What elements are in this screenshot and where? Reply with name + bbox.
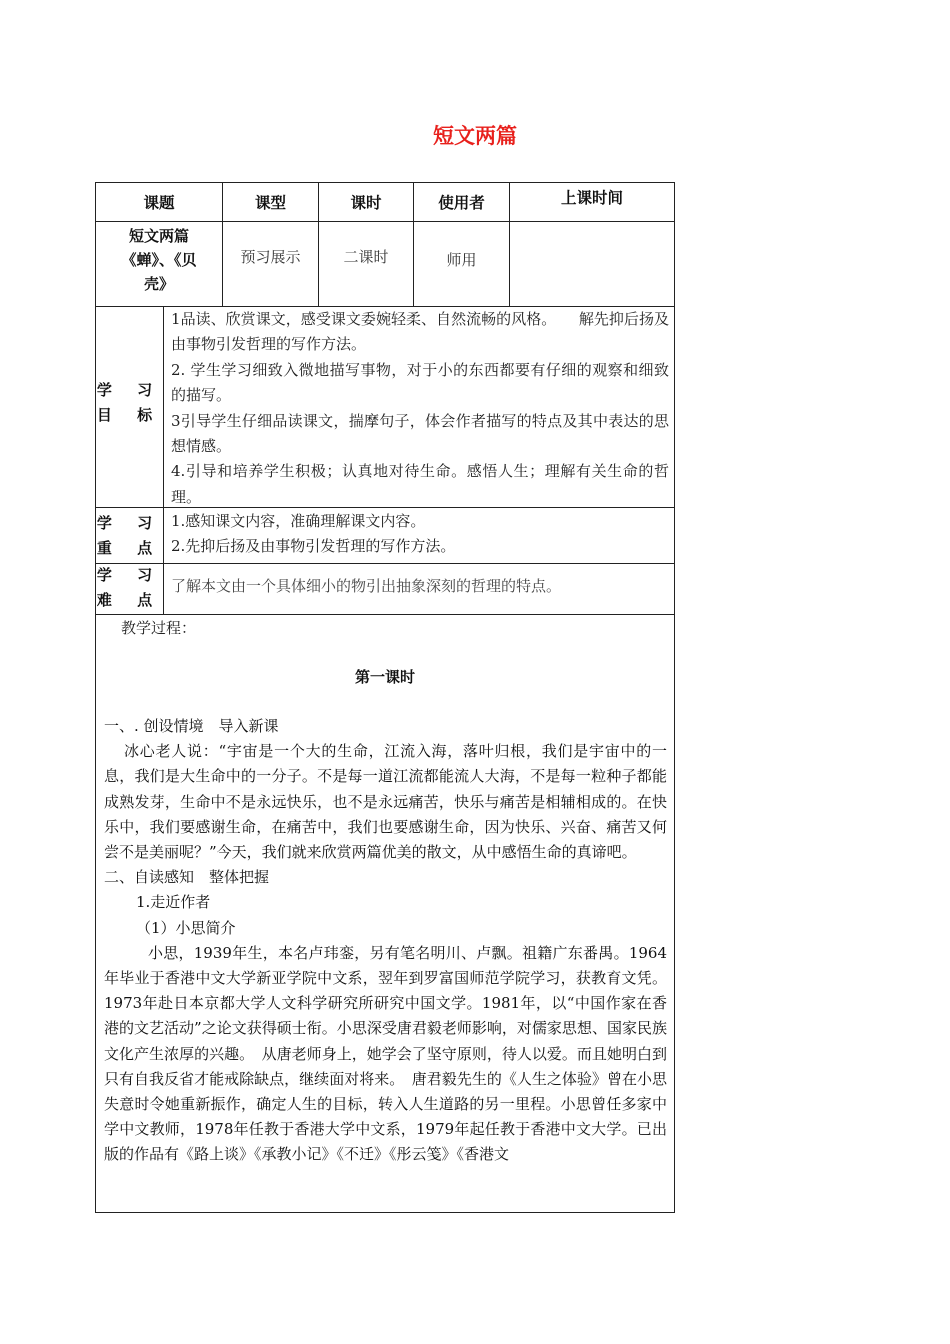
row-divider bbox=[95, 563, 675, 564]
focus-item: 1.感知课文内容，准确理解课文内容。 bbox=[171, 512, 426, 530]
goal-item: 4.引导和培养学生积极；认真地对待生命。感悟人生；理解有关生命的哲理。 bbox=[171, 462, 669, 506]
lesson-title: 第一课时 bbox=[354, 668, 415, 686]
goal-item: 1品读、欣赏课文，感受课文委婉轻柔、自然流畅的风格。 解先抑后扬及由事物引发哲理的写作方法。 bbox=[171, 310, 669, 354]
section1-text: 冰心老人说：“宇宙是一个大的生命，江流入海，落叶归根，我们是宇宙中的一息，我们是大生命中的一分子。不是每一道江流都能流人大海，不是每一粒种子都能成熟发芽，生命中不是永远快乐，也不是永远痛苦，快乐与痛苦是相辅相成的。在快乐中，我们要感谢生命，在痛苦中，我们也要感谢生命，因为快乐、兴奋、痛苦又何尝不是美丽呢？”今天，我们就来欣赏两篇优美的散文，从中感悟生命的真谛吧。 bbox=[104, 742, 667, 862]
difficulty-text: 了解本文由一个具体细小的物引出抽象深刻的哲理的特点。 bbox=[171, 577, 562, 595]
subheading: 1.走近作者 bbox=[136, 893, 211, 912]
focus-label-line: 学 习 bbox=[96, 513, 163, 532]
goals-label-line: 学 习 bbox=[96, 381, 163, 399]
goal-item: 2. 学生学习细致入微地描写事物，对于小的东西都要有仔细的观察和细致的描写。 bbox=[171, 360, 669, 405]
document-title: 短文两篇 bbox=[433, 124, 517, 148]
goal-item: 3引导学生仔细品读课文，揣摩句子，体会作者描写的特点及其中表达的思想情感。 bbox=[171, 411, 669, 456]
subheading: （1）小思简介 bbox=[136, 918, 236, 937]
difficulty-label bbox=[96, 561, 163, 614]
focus-label-line: 重 点 bbox=[96, 538, 163, 557]
topic-cell bbox=[96, 219, 222, 301]
user-value: 师用 bbox=[446, 250, 477, 269]
focus-item: 2.先抑后扬及由事物引发哲理的写作方法。 bbox=[171, 537, 456, 555]
author-bio: 小思，1939年生，本名卢玮銮，另有笔名明川、卢飘。祖籍广东番禺。1964年毕业于香港中文大学新亚学院中文系，翌年到罗富国师范学院学习，获教育文凭。1973年赴日本京都大学人文科学研究所研究中国文学。1981年，以“中国作家在香港的文艺活动”之论文获得硕士衔。小思深受唐君毅老师影响，对儒家思想、国家民族文化产生浓厚的兴趣。 从唐老师身上，她学会了坚守原则，待人以爱。而且她明白到只有自我反省才能戒除缺点，继续面对将来。 唐君毅先生的《人生之体验》曾在小思失意时令她重新振作，确定人生的目标，转入人生道路的另一里程。小思曾任多家中学中文教师，1978年任教于香港大学中文系，1979年起任教于香港中文大学。已出版的作品有《路上谈》《承教小记》《不迁》《彤云笺》《香港文 bbox=[104, 943, 667, 1164]
process-label: 教学过程： bbox=[121, 619, 197, 637]
goals-label-line: 目 标 bbox=[96, 406, 163, 424]
header-user: 使用者 bbox=[438, 194, 485, 212]
col-divider bbox=[163, 306, 164, 614]
topic-line: 壳》 bbox=[143, 275, 174, 293]
section1-heading: 一、. 创设情境 导入新课 bbox=[104, 717, 279, 735]
section1 bbox=[104, 714, 667, 1168]
type-value: 预习展示 bbox=[240, 247, 301, 266]
header-time: 上课时间 bbox=[560, 189, 623, 207]
goals-label bbox=[96, 375, 163, 431]
focus-label bbox=[96, 508, 163, 563]
topic-line: 《蝉》、《贝 bbox=[121, 251, 197, 269]
section2-heading: 二、自读感知 整体把握 bbox=[104, 868, 270, 887]
header-hours: 课时 bbox=[350, 194, 382, 212]
topic-line: 短文两篇 bbox=[128, 227, 189, 245]
difficulty-label-line: 学 习 bbox=[96, 565, 163, 584]
goals-list bbox=[171, 307, 669, 510]
time-value bbox=[510, 222, 674, 306]
header-type: 课型 bbox=[254, 194, 286, 212]
header-topic: 课题 bbox=[143, 194, 175, 212]
hours-value: 二课时 bbox=[343, 247, 389, 266]
row-divider bbox=[95, 614, 675, 615]
difficulty-label-line: 难 点 bbox=[96, 590, 163, 609]
